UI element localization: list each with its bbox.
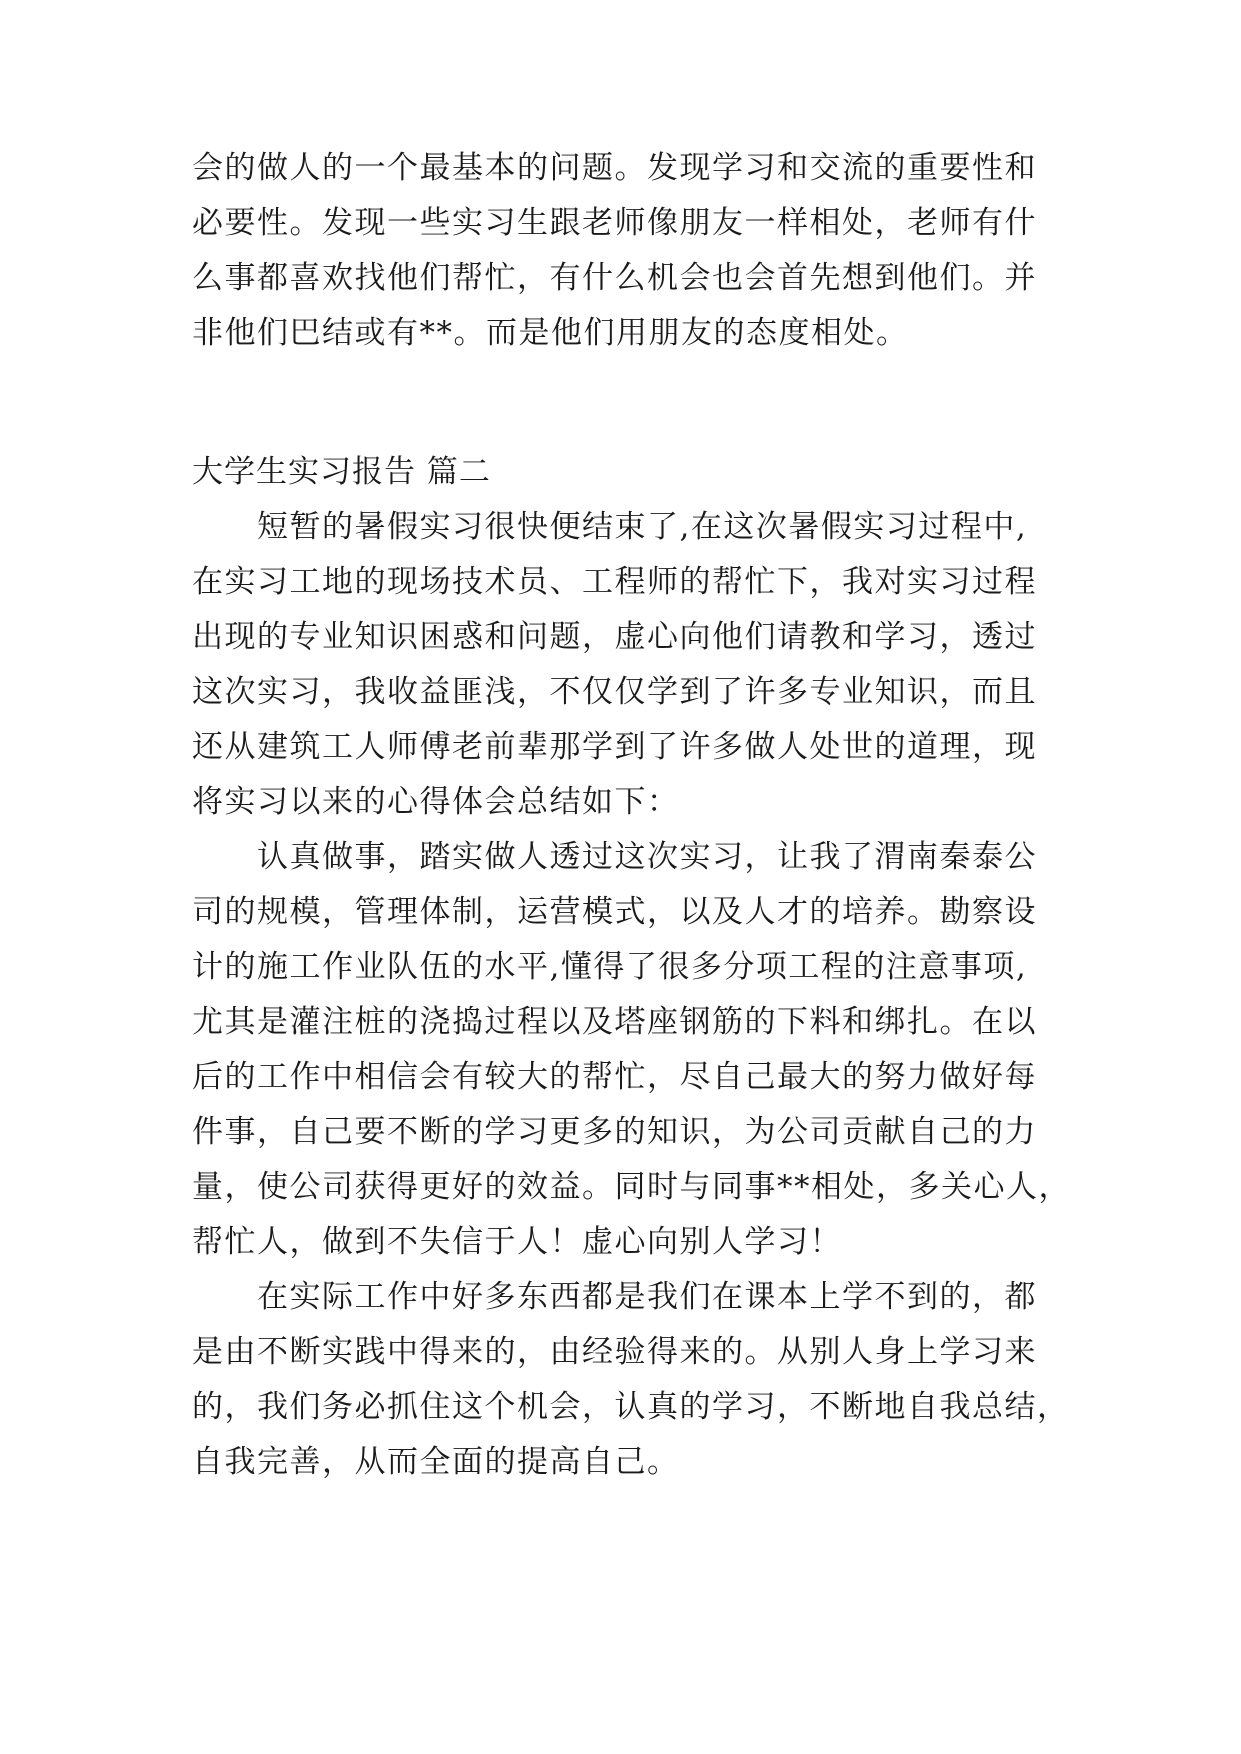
text-line: 后的工作中相信会有较大的帮忙，尽自己最大的努力做好每 xyxy=(192,1059,1037,1095)
text-line: 自我完善，从而全面的提高自己。 xyxy=(192,1444,680,1480)
text-line: 尤其是灌注桩的浇捣过程以及塔座钢筋的下料和绑扎。在以 xyxy=(192,1004,1037,1040)
text-line: 认真做事，踏实做人透过这次实习，让我了渭南秦泰公 xyxy=(192,839,1037,875)
text-line: 出现的专业知识困惑和问题，虚心向他们请教和学习，透过 xyxy=(192,619,1037,655)
text-line: 量，使公司获得更好的效益。同时与同事**相处，多关心人， xyxy=(192,1169,1071,1205)
text-line: 在实习工地的现场技术员、工程师的帮忙下，我对实习过程 xyxy=(192,564,1037,600)
text-line: 计的施工作业队伍的水平,懂得了很多分项工程的注意事项, xyxy=(192,949,1028,985)
text-line: 件事，自己要不断的学习更多的知识，为公司贡献自己的力 xyxy=(192,1114,1037,1150)
text-line: 这次实习，我收益匪浅，不仅仅学到了许多专业知识，而且 xyxy=(192,674,1037,710)
text-line: 的，我们务必抓住这个机会，认真的学习，不断地自我总结， xyxy=(192,1389,1070,1425)
text-line: 是由不断实践中得来的，由经验得来的。从别人身上学习来 xyxy=(192,1334,1037,1370)
text-line: 司的规模，管理体制，运营模式，以及人才的培养。勘察设 xyxy=(192,894,1037,930)
text-line: 么事都喜欢找他们帮忙，有什么机会也会首先想到他们。并 xyxy=(192,260,1037,296)
text-line: 会的做人的一个最基本的问题。发现学习和交流的重要性和 xyxy=(192,150,1037,186)
text-line: 还从建筑工人师傅老前辈那学到了许多做人处世的道理，现 xyxy=(192,729,1037,765)
text-line: 短暂的暑假实习很快便结束了,在这次暑假实习过程中, xyxy=(192,509,1028,545)
text-line: 在实际工作中好多东西都是我们在课本上学不到的，都 xyxy=(192,1279,1037,1315)
text-line: 将实习以来的心得体会总结如下： xyxy=(192,784,680,820)
text-line: 必要性。发现一些实习生跟老师像朋友一样相处，老师有什 xyxy=(192,205,1037,241)
text-line: 非他们巴结或有**。而是他们用朋友的态度相处。 xyxy=(192,315,909,351)
text-line: 帮忙人，做到不失信于人！虚心向别人学习！ xyxy=(192,1224,842,1260)
section-heading: 大学生实习报告 篇二 xyxy=(192,454,491,490)
